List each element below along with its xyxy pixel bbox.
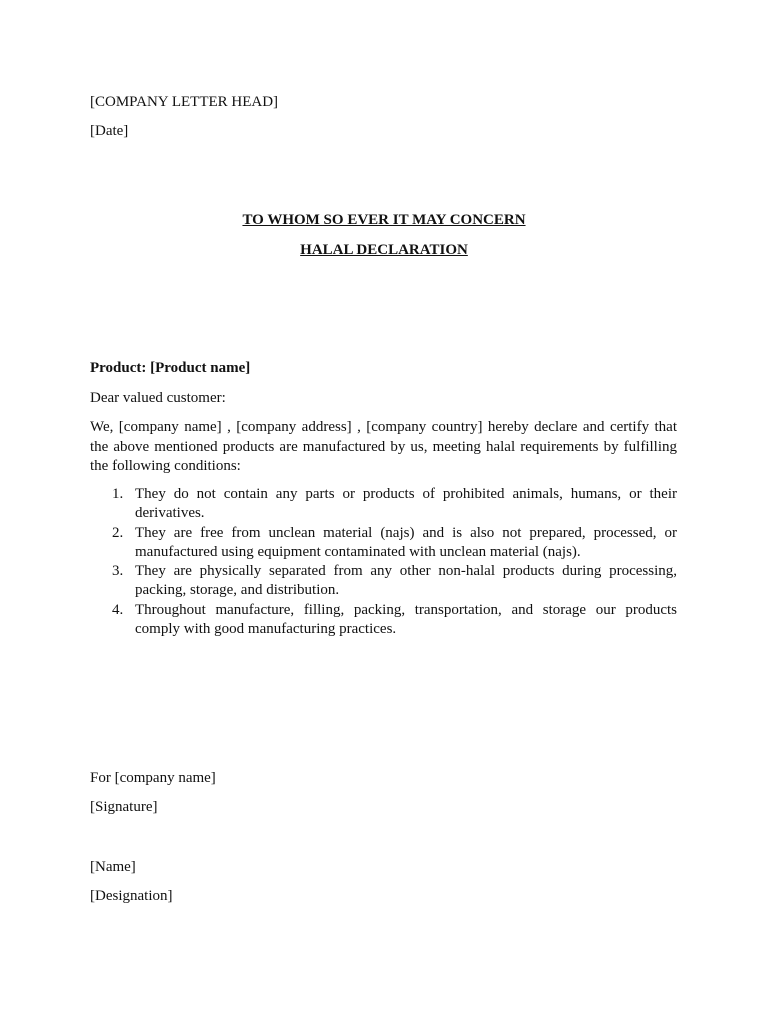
salutation: Dear valued customer: xyxy=(90,390,226,406)
concern-title: TO WHOM SO EVER IT MAY CONCERN xyxy=(242,212,526,228)
conditions-list xyxy=(90,485,677,639)
date-field: [Date] xyxy=(90,123,129,139)
list-item xyxy=(90,485,677,524)
list-item-number: 3. xyxy=(112,563,124,580)
list-item-number: 1. xyxy=(112,486,124,502)
signature-placeholder: [Signature] xyxy=(90,799,158,815)
list-item-text: Throughout manufacture, filling, packing, transportation, and storage our products comply with good manufacturing practices. xyxy=(135,601,677,638)
list-item-number: 2. xyxy=(112,524,124,541)
list-item-number: 4. xyxy=(112,601,124,618)
list-item xyxy=(90,601,677,640)
list-item-text: They are physically separated from any other non-halal products during processing, packing, storage, and distribution. xyxy=(135,563,677,599)
list-item xyxy=(90,562,677,601)
designation-placeholder: [Designation] xyxy=(90,888,173,904)
name-placeholder: [Name] xyxy=(90,859,136,875)
company-letterhead: [COMPANY LETTER HEAD] xyxy=(90,94,279,110)
declaration-title: HALAL DECLARATION xyxy=(300,242,468,258)
for-company-line: For [company name] xyxy=(90,770,216,786)
product-line: Product: [Product name] xyxy=(90,360,251,376)
list-item xyxy=(90,524,677,563)
intro-paragraph: We, [company name] , [company address] , [company country] hereby declare and certify that the above mentioned products are manufactured by us, meeting halal requirements by fulfilling the following conditions: xyxy=(90,419,677,474)
list-item-text: They do not contain any parts or products of prohibited animals, humans, or their derivatives. xyxy=(135,486,677,522)
list-item-text: They are free from unclean material (najs) and is also not prepared, processed, or manufactured using equipment contaminated with unclean material (najs). xyxy=(135,524,677,560)
